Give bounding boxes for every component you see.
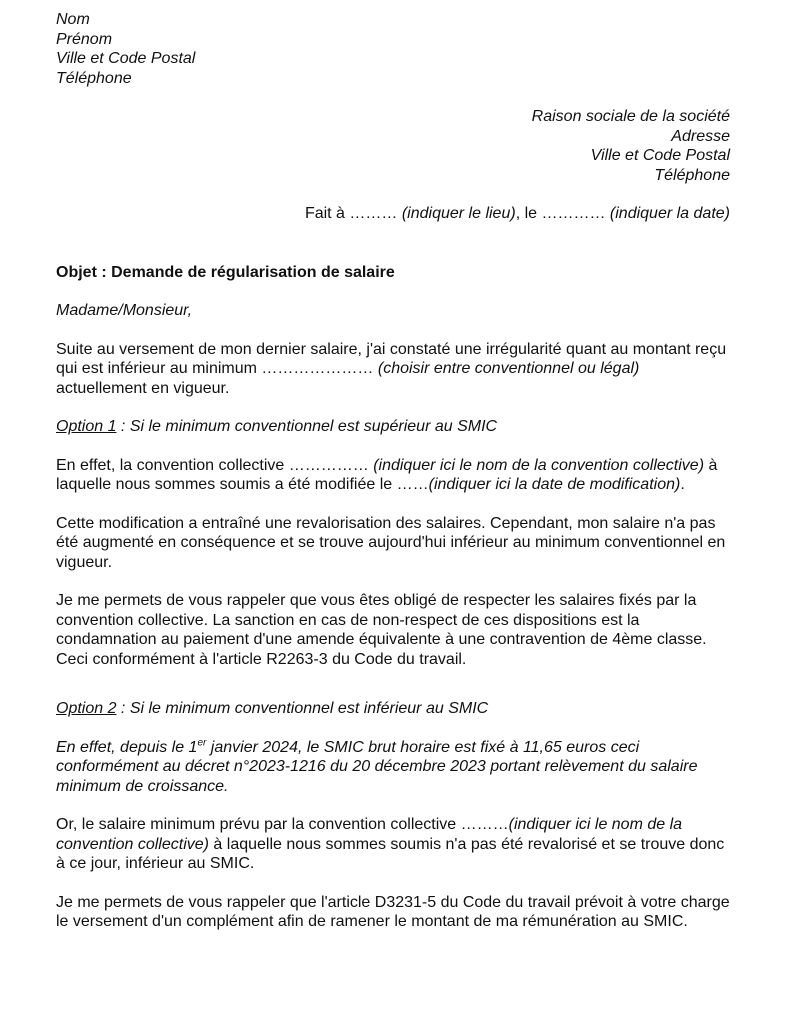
option2-paragraph-3: Je me permets de vous rappeler que l'article D3231-5 du Code du travail prévoit à votre charge le versement d'un complément afin de ramener le montant de ma rémunération au SMIC. <box>56 893 730 930</box>
recipient-ville: Ville et Code Postal <box>590 147 730 164</box>
option2-p1-sup: er <box>197 737 207 749</box>
date-line <box>56 204 730 224</box>
intro-paragraph <box>56 340 730 399</box>
recipient-telephone: Téléphone <box>654 166 730 184</box>
recipient-block <box>56 107 730 185</box>
option2-p1-a: En effet, depuis le 1 <box>56 738 198 756</box>
option2-label: Option 2 <box>56 700 117 717</box>
sender-block <box>56 10 730 88</box>
option2-paragraph-1 <box>56 738 730 797</box>
option1-p1-hint2: (indiquer ici la date de modification) <box>428 476 681 493</box>
option1-p1-b: à laquelle nous sommes soumis a été modifiée le …… <box>56 456 718 493</box>
option1-paragraph-1 <box>56 456 730 495</box>
option1-label: Option 1 <box>56 418 117 435</box>
option2-paragraph-2 <box>56 815 730 874</box>
option2-p2-a: Or, le salaire minimum prévu par la convention collective ……… <box>56 816 509 833</box>
option1-paragraph-2: Cette modification a entraîné une revalorisation des salaires. Cependant, mon salaire n'a pas été augmenté en conséquence et se trouve aujourd'hui inférieur au minimum conventionnel en vigueur. <box>56 514 726 571</box>
recipient-adresse: Adresse <box>671 127 730 145</box>
intro-text: Suite au versement de mon dernier salaire, j'ai constaté une irrégularité quant au montant reçu qui est inférieur au minimum ………………… <box>56 340 727 377</box>
option1-title: : Si le minimum conventionnel est supérieur au SMIC <box>116 418 498 435</box>
option1-p1-a: En effet, la convention collective …………… <box>56 456 374 474</box>
option2-p2-hint: (indiquer ici le nom de la convention collective) <box>56 816 683 853</box>
letter-page <box>56 10 730 932</box>
subject-line: Objet : Demande de régularisation de salaire <box>56 263 395 281</box>
recipient-raison-sociale: Raison sociale de la société <box>531 108 730 125</box>
intro-end: actuellement en vigueur. <box>56 379 230 397</box>
option1-p1-hint1: (indiquer ici le nom de la convention collective) <box>373 456 705 474</box>
dateline-lieu-hint: (indiquer le lieu) <box>401 205 516 222</box>
salutation: Madame/Monsieur, <box>56 302 193 319</box>
sender-prenom: Prénom <box>56 30 113 48</box>
option1-heading <box>56 417 730 437</box>
option2-p1-b: janvier 2024, le SMIC brut horaire est fixé à 11,65 euros ceci conformément au décret n°2023-1216 du 20 décembre 2023 portant relèvement du salaire minimum de croissance. <box>56 738 698 795</box>
option2-p2-b: à laquelle nous sommes soumis n'a pas été revalorisé et se trouve donc à ce jour, inférieur au SMIC. <box>56 835 725 872</box>
option2-heading <box>56 699 730 719</box>
dateline-prefix: Fait à ……… <box>304 205 402 222</box>
sender-ville: Ville et Code Postal <box>56 50 196 67</box>
option1-paragraph-3: Je me permets de vous rappeler que vous êtes obligé de respecter les salaires fixés par la convention collective. La sanction en cas de non-respect de ces dispositions est la condamnation au paiement d'une amende équivalente à une contravention de 4ème classe. Ceci conformément à l'article R2263-3 du Code du travail. <box>56 592 707 668</box>
dateline-middle: , le ………… <box>515 205 610 222</box>
sender-nom: Nom <box>56 11 90 28</box>
intro-hint: (choisir entre conventionnel ou légal) <box>377 360 640 377</box>
dateline-date-hint: (indiquer la date) <box>609 205 730 222</box>
sender-telephone: Téléphone <box>56 69 132 87</box>
option1-p1-end: . <box>680 476 685 493</box>
option2-title: : Si le minimum conventionnel est inférieur au SMIC <box>116 700 489 717</box>
